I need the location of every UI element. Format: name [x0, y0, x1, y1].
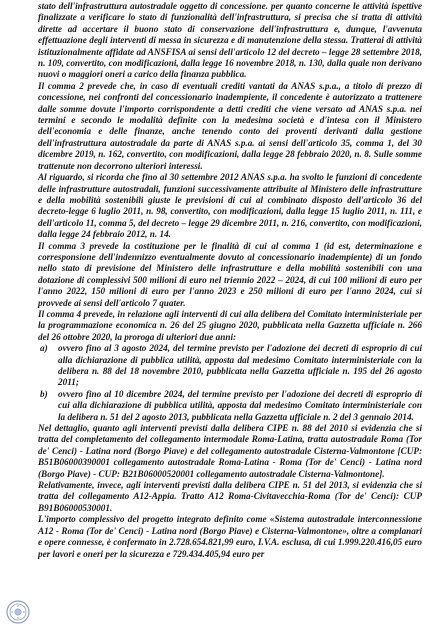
list-marker: b): [40, 388, 48, 399]
paragraph-cipe-88: Nel dettaglio, quanto agli interventi previsti dalla delibera CIPE n. 88 del 2010 si evidenzia che si tratta del completamento del collegamento intermodale Roma-Latina, tratta autostradale Roma (Tor de' Cenci) - Latina nord (Borgo Piave) e del collegamento autostradale Cisterna-Valmontone [CUP: B51B06000390001 collegamento autostradale Roma-Latina - Roma (Tor de' Cenci) - Latina nord (Borgo Piave) - CUP: B21B06000520001 collegamento autostradale Cisterna-Valmontone].: [38, 423, 422, 479]
proroga-list: [38, 343, 422, 423]
paragraph-anas-history: Al riguardo, si ricorda che fino al 30 settembre 2012 ANAS s.p.a. ha svolto le funzioni di concedente delle infrastrutture autostradali, funzioni successivamente attribuite al Ministero delle infrastrutture e della mobilità sostenibili giuste le previsioni di cui al combinato disposto dell'articolo 36 del decreto-legge 6 luglio 2011, n. 98, convertito, con modificazioni, dalla legge 15 luglio 2011, n. 111, e dell'articolo 11, comma 5, del decreto – legge 29 dicembre 2011, n. 216, convertito, con modificazioni, dalla legge 24 febbraio 2012, n. 14.: [38, 172, 422, 240]
paragraph-comma-2: Il comma 2 prevede che, in caso di eventuali crediti vantati da ANAS s.p.a., a titolo di prezzo di concessione, nei confronti del concessionario inadempiente, il concedente è autorizzato a trattenere dalle somme dovute l'importo corrispondente a detti crediti che viene versato ad ANAS s.p.a. nei termini e secondo le modalità definite con la medesima società e d'intesa con il Ministero dell'economia e delle finanze, anche tenendo conto dei proventi derivanti dalla gestione dell'infrastruttura autostradale da parte di ANAS s.p.a. ai sensi dell'articolo 35, comma 1, del 30 dicembre 2019, n. 162, convertito, con modificazioni, dalla legge 28 febbraio 2020, n. 8. Sulle somme trattenute non decorrono ulteriori interessi.: [38, 80, 422, 171]
paragraph-comma-4: Il comma 4 prevede, in relazione agli interventi di cui alla delibera del Comitato interministeriale per la programmazione economica n. 26 del 25 giugno 2020, pubblicata nella Gazzetta ufficiale n. 266 del 26 ottobre 2020, la proroga di ulteriori due anni:: [38, 308, 422, 342]
list-item-text: ovvero fino al 3 agosto 2024, del termine previsto per l'adozione dei decreti di esproprio di cui alla dichiarazione di pubblica utilità, apposta dal medesimo Comitato interministeriale con la delibera n. 88 del 18 novembre 2010, pubblicata nella Gazzetta ufficiale n. 195 del 26 agosto 2011;: [58, 343, 422, 388]
paragraph-comma-3: Il comma 3 prevede la costituzione per le finalità di cui al comma 1 (id est, determinazione e corresponsione dell'indennizzo eventualmente dovuto al concessionario inadempiente) di un fondo nello stato di previsione del Ministero delle infrastrutture e della mobilità sostenibili con una dotazione di complessivi 500 milioni di euro nel triennio 2022 – 2024, di cui 100 milioni di euro per l'anno 2022, 150 milioni di euro per l'anno 2023 e 250 milioni di euro per l'anno 2024, cui si provvede ai sensi dell'articolo 7 quater.: [38, 240, 422, 308]
document-body: [38, 1, 422, 560]
paragraph-intro: stato dell'infrastruttura autostradale oggetto di concessione. per quanto concerne le attività ispettive finalizzate a verificare lo stato di funzionalità dell'infrastruttura, si precisa che si tratta di attività dirette ad accertare il buono stato di conservazione dell'infrastruttura e, dunque, l'avvenuta effettuazione degli interventi di messa in sicurezza e di manutenzione della stessa. Tratterai di attività istituzionalmente affidate ad ANSFISA ai sensi dell'articolo 12 del decreto – legge 28 settembre 2018, n. 109, convertito, con modificazioni, dalla legge 16 novembre 2018, n. 130, dalla quale non derivano nuovi o maggiori oneri a carico della finanza pubblica.: [38, 1, 422, 80]
paragraph-importo: L'importo complessivo del progetto integrato definito come «Sistema autostradale interconnessione A12 - Roma (Tor de' Cenci) - Latina nord (Borgo Piave) e Cisterna-Valmontone», oltre a complanari e opere connesse, è confermato in 2.728.654.821,99 euro, I.V.A. esclusa, di cui 1.999.220.416,05 euro per lavori e oneri per la sicurezza e 729.434.405,94 euro per: [38, 514, 422, 559]
paragraph-cipe-51: Relativamente, invece, agli interventi previsti dalla delibera CIPE n. 51 del 2013, si evidenzia che si tratta del collegamento A12-Appia. Tratto A12 Roma-Civitavecchia-Roma (Tor de' Cenci): CUP B91B06000530001.: [38, 480, 422, 513]
official-seal-icon: [6, 600, 30, 624]
list-item-text: ovvero fino al 10 dicembre 2024, del termine previsto per l'adozione dei decreti di esproprio di cui alla dichiarazione di pubblica utilità, apposta dal medesimo Comitato interministeriale con la delibera n. 51 del 2 agosto 2013, pubblicata nella Gazzetta ufficiale n. 2 del 3 gennaio 2014.: [58, 388, 422, 422]
list-item: [38, 389, 422, 423]
list-marker: a): [40, 343, 48, 354]
list-item: [38, 343, 422, 389]
